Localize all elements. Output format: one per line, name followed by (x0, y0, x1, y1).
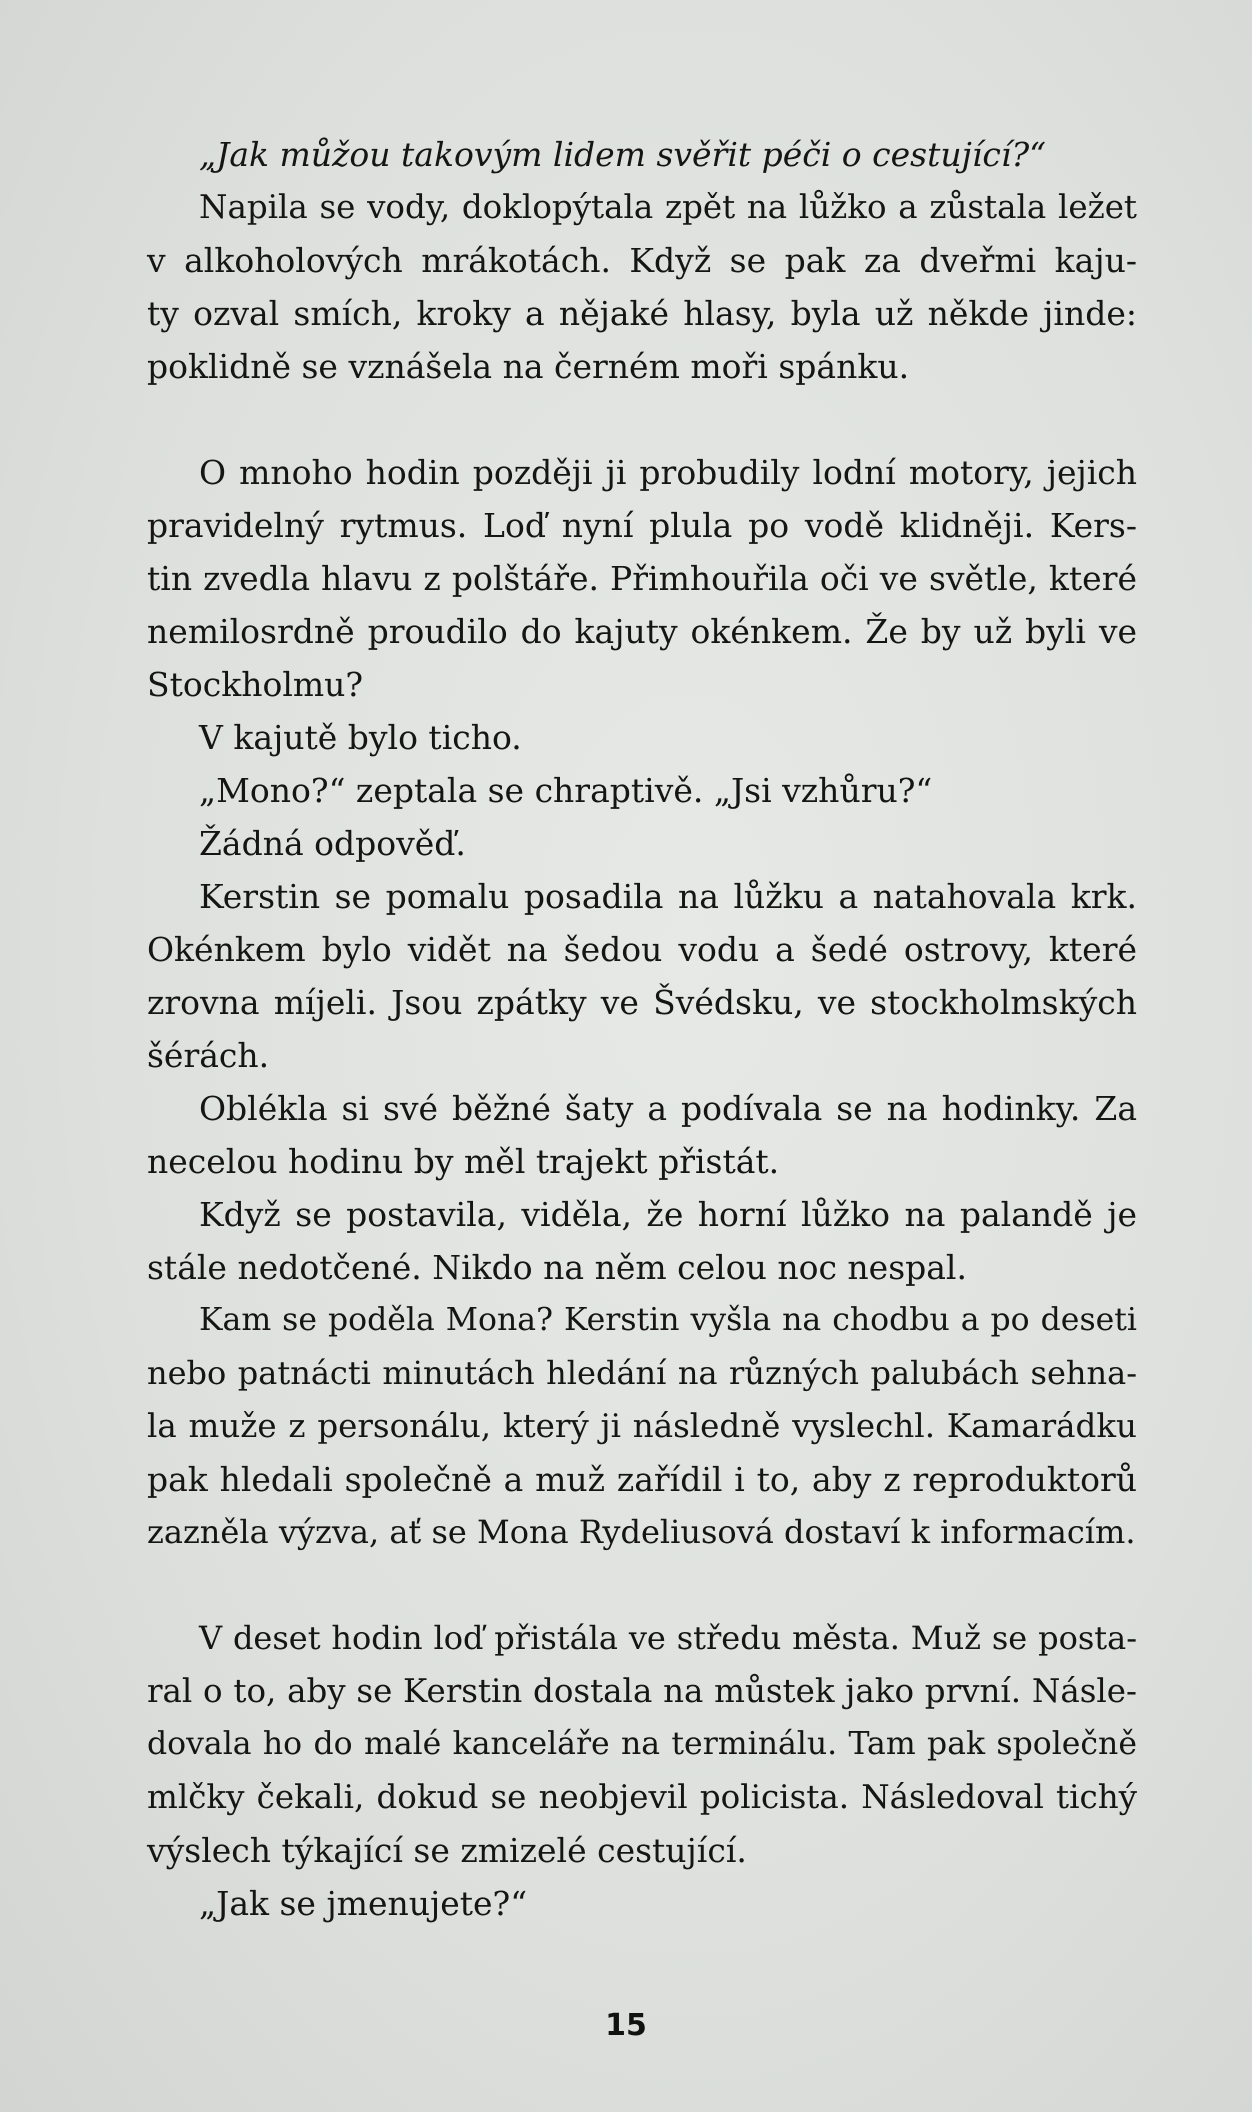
text-line: tin zvedla hlavu z polštáře. Přimhouřila oči ve světle, které (147, 559, 1137, 598)
text-line: V kajutě bylo ticho. (199, 718, 522, 757)
text-line: Okénkem bylo vidět na šedou vodu a šedé ostrovy, které (147, 930, 1137, 969)
text-line: ral o to, aby se Kerstin dostala na můstek jako první. Násle- (147, 1672, 1137, 1710)
text-line: Když se postavila, viděla, že horní lůžko na palandě je (199, 1195, 1137, 1234)
text-line: dovala ho do malé kanceláře na terminálu. Tam pak společně (147, 1726, 1137, 1762)
text-line: Žádná odpověď. (199, 824, 466, 863)
text-line: poklidně se vznášela na černém moři spánku. (147, 347, 910, 386)
body-text (147, 128, 1137, 1930)
text-line: Napila se vody, doklopýtala zpět na lůžko a zůstala ležet (199, 188, 1137, 226)
text-line: stále nedotčené. Nikdo na něm celou noc nespal. (147, 1248, 967, 1287)
text-line: zazněla výzva, ať se Mona Rydeliusová dostaví k informacím. (147, 1513, 1136, 1551)
text-line: šérách. (147, 1036, 270, 1075)
text-line: mlčky čekali, dokud se neobjevil policista. Následoval tichý (147, 1778, 1137, 1816)
text-line: nemilosrdně proudilo do kajuty okénkem. Že by už byli ve (147, 612, 1137, 651)
text-line: necelou hodinu by měl trajekt přistát. (147, 1142, 780, 1181)
text-line: „Jak se jmenujete?“ (199, 1884, 528, 1923)
text-line: V deset hodin loď přistála ve středu města. Muž se posta- (199, 1619, 1137, 1657)
text-line: pak hledali společně a muž zařídil i to, aby z reproduktorů (147, 1460, 1137, 1499)
text-line: Oblékla si své běžné šaty a podívala se na hodinky. Za (199, 1089, 1137, 1128)
text-line: výslech týkající se zmizelé cestující. (147, 1831, 747, 1870)
text-line: pravidelný rytmus. Loď nyní plula po vodě klidněji. Kers- (147, 506, 1137, 545)
text-line: zrovna míjeli. Jsou zpátky ve Švédsku, ve stockholmských (147, 983, 1137, 1022)
text-line: „Mono?“ zeptala se chraptivě. „Jsi vzhůru?“ (199, 771, 933, 810)
paragraph-gap (147, 393, 1137, 446)
text-line: O mnoho hodin později ji probudily lodní motory, jejich (199, 453, 1137, 492)
text-line: ty ozval smích, kroky a nějaké hlasy, byla už někde jinde: (147, 294, 1137, 333)
paragraph-gap (147, 1559, 1137, 1612)
text-line: Kam se poděla Mona? Kerstin vyšla na chodbu a po deseti (199, 1302, 1137, 1338)
text-line: „Jak můžou takovým lidem svěřit péči o cestující?“ (199, 135, 1047, 174)
text-line: v alkoholových mrákotách. Když se pak za dveřmi kaju- (147, 241, 1137, 280)
text-line: Kerstin se pomalu posadila na lůžku a natahovala krk. (199, 877, 1137, 916)
text-line: Stockholmu? (147, 665, 364, 704)
text-line: la muže z personálu, který ji následně vyslechl. Kamarádku (147, 1407, 1137, 1445)
text-line: nebo patnácti minutách hledání na různých palubách sehna- (147, 1354, 1137, 1392)
page-number: 15 (605, 2008, 647, 2043)
